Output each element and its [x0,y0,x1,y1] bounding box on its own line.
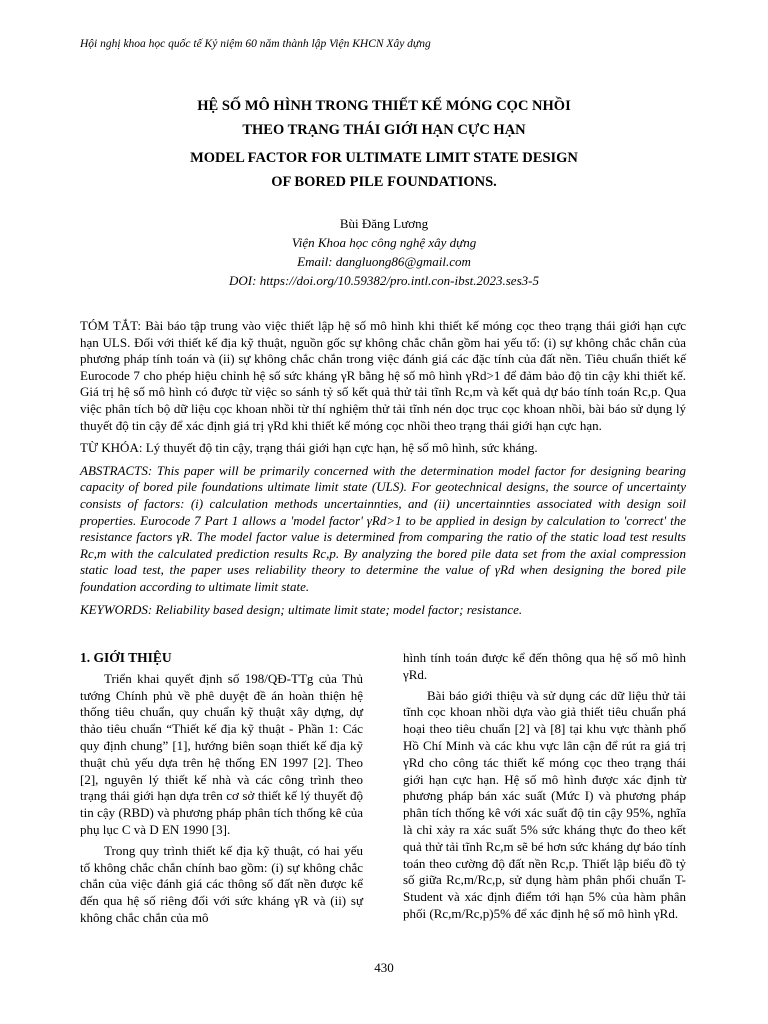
title-block [0,94,768,194]
column-left [80,650,363,931]
abstract-section [80,318,686,624]
title-vi-line-1: HỆ SỐ MÔ HÌNH TRONG THIẾT KẾ MÓNG CỌC NHỒI [197,98,571,114]
body-columns [80,650,686,931]
page-number: 430 [374,960,394,975]
section-heading: 1. GIỚI THIỆU [80,650,172,665]
author-block [0,214,768,290]
title-en-line-1: MODEL FACTOR FOR ULTIMATE LIMIT STATE DESIGN [190,150,578,166]
paragraph: Trong quy trình thiết kế địa kỹ thuật, có hai yếu tố không chắc chắn chính bao gồm: (i) sự không chắc chắn của việc đánh giá các thông số đất nền được kể đến qua hệ số riêng đối với sức kháng γR và (ii) sự không chắc chắn của mô [80,842,363,925]
keywords-en: KEYWORDS: Reliability based design; ultimate limit state; model factor; resistance. [80,601,523,617]
paragraph: hình tính toán được kể đến thông qua hệ số mô hình γRd. [403,650,686,682]
abstract-vi: TÓM TẮT: Bài báo tập trung vào việc thiết lập hệ số mô hình khi thiết kế móng cọc theo trạng thái giới hạn cực hạn ULS. Đối với thiết kế địa kỹ thuật, nguồn gốc sự không chắc chắn gồm hai yếu tố: (i) sự không chắc chắn của phương pháp tính toán và (ii) sự không chắc chắn trong việc đánh giá các đặc tính của đất nền. Tiêu chuẩn thiết kế Eurocode 7 cho phép hiệu chỉnh hệ số sức kháng γR bằng hệ số mô hình γRd>1 để đảm bảo độ tin cậy khi thiết kế. Giá trị hệ số mô hình có được từ việc so sánh tỷ số kết quả thử tải tĩnh Rc,m và kết quả dự báo tính toán Rc,p. Qua việc phân tích bộ dữ liệu cọc khoan nhồi từ thí nghiệm thử tải tĩnh nén dọc trục cọc khoan nhồi, bài báo sử dụng lý thuyết độ tin cậy để xác định giá trị γRd khi thiết kế móng cọc nhồi theo trạng thái giới hạn cực hạn. [80,318,686,433]
title-en-line-2: OF BORED PILE FOUNDATIONS. [271,174,497,190]
title-vi-line-2: THEO TRẠNG THÁI GIỚI HẠN CỰC HẠN [242,122,526,138]
paragraph: Triển khai quyết định số 198/QĐ-TTg của Thủ tướng Chính phủ về phê duyệt đề án hoàn thiện hệ thống tiêu chuẩn, quy chuẩn kỹ thuật xây dựng, dự thảo tiêu chuẩn “Thiết kế địa kỹ thuật - Phần 1: Các quy định chung” [1], hướng biên soạn thiết kế địa kỹ thuật chủ yếu dựa trên hệ thống EN 1997 [2]. Theo [2], nguyên lý thiết kế nhà và các công trình theo trạng thái giới hạn dựa trên cơ sở thiết kế lý thuyết độ tin cậy (RBD) và phương pháp phân tích thống kê của phụ lục C và D EN 1990 [3]. [80,670,363,837]
author-name: Bùi Đăng Lương [339,216,429,231]
running-header: Hội nghị khoa học quốc tế Kỷ niệm 60 năm thành lập Viện KHCN Xây dựng [80,38,431,50]
keywords-vi: TỪ KHÓA: Lý thuyết độ tin cậy, trạng thái giới hạn cực hạn, hệ số mô hình, sức kháng. [80,440,538,456]
affiliation: Viện Khoa học công nghệ xây dựng [291,235,477,250]
column-right [403,650,686,931]
email: Email: dangluong86@gmail.com [297,254,471,269]
abstract-en: ABSTRACTS: This paper will be primarily concerned with the determination model factor for designing bearing capacity of bored pile foundations ultimate limit state (ULS). For geotechnical designs, the source of uncertainty consists of factors: (i) calculation methods uncertainnties, and (ii) uncertainnties associated with design soil properties. Eurocode 7 Part 1 allows a 'model factor' γRd>1 to be applied in design by calculation to 'correct' the resistance factors γR. The model factor value is determined from comparing the ratio of the static load test results Rc,m with the calculated prediction results Rc,p. By analyzing the bored pile data set from the axial compression static load test, the paper uses reliability theory to determine the value of γRd when designing the bored pile foundation according to ultimate limit state. [80,462,686,594]
doi: DOI: https://doi.org/10.59382/pro.intl.con-ibst.2023.ses3-5 [229,273,539,288]
paragraph: Bài báo giới thiệu và sử dụng các dữ liệu thử tải tĩnh cọc khoan nhồi dựa vào giả thiết tiêu chuẩn phá hoại theo tiêu chuẩn [2] và [8] tại khu vực thành phố Hồ Chí Minh và các khu vực lân cận để rút ra giá trị γRd cho công tác thiết kế móng cọc theo trạng thái giới hạn cực hạn. Hệ số mô hình được xác định từ phương pháp bán xác suất (Mức I) và phương pháp phân tích thống kê với xác suất độ tin cậy 95%, nghĩa là chỉ xảy ra xác suất 5% sức kháng thực đo theo kết quả thử tải tĩnh Rc,m sẽ bé hơn sức kháng dự báo tính toán theo cường độ đất nền Rc,p. Thiết lập biểu đồ tỷ số giữa Rc,m/Rc,p, sử dụng hàm phân phối chuẩn T-Student và xác định điểm tới hạn 5% của hàm phân phối (Rc,m/Rc,p)5% để xác định hệ số mô hình γRd. [403,687,686,921]
